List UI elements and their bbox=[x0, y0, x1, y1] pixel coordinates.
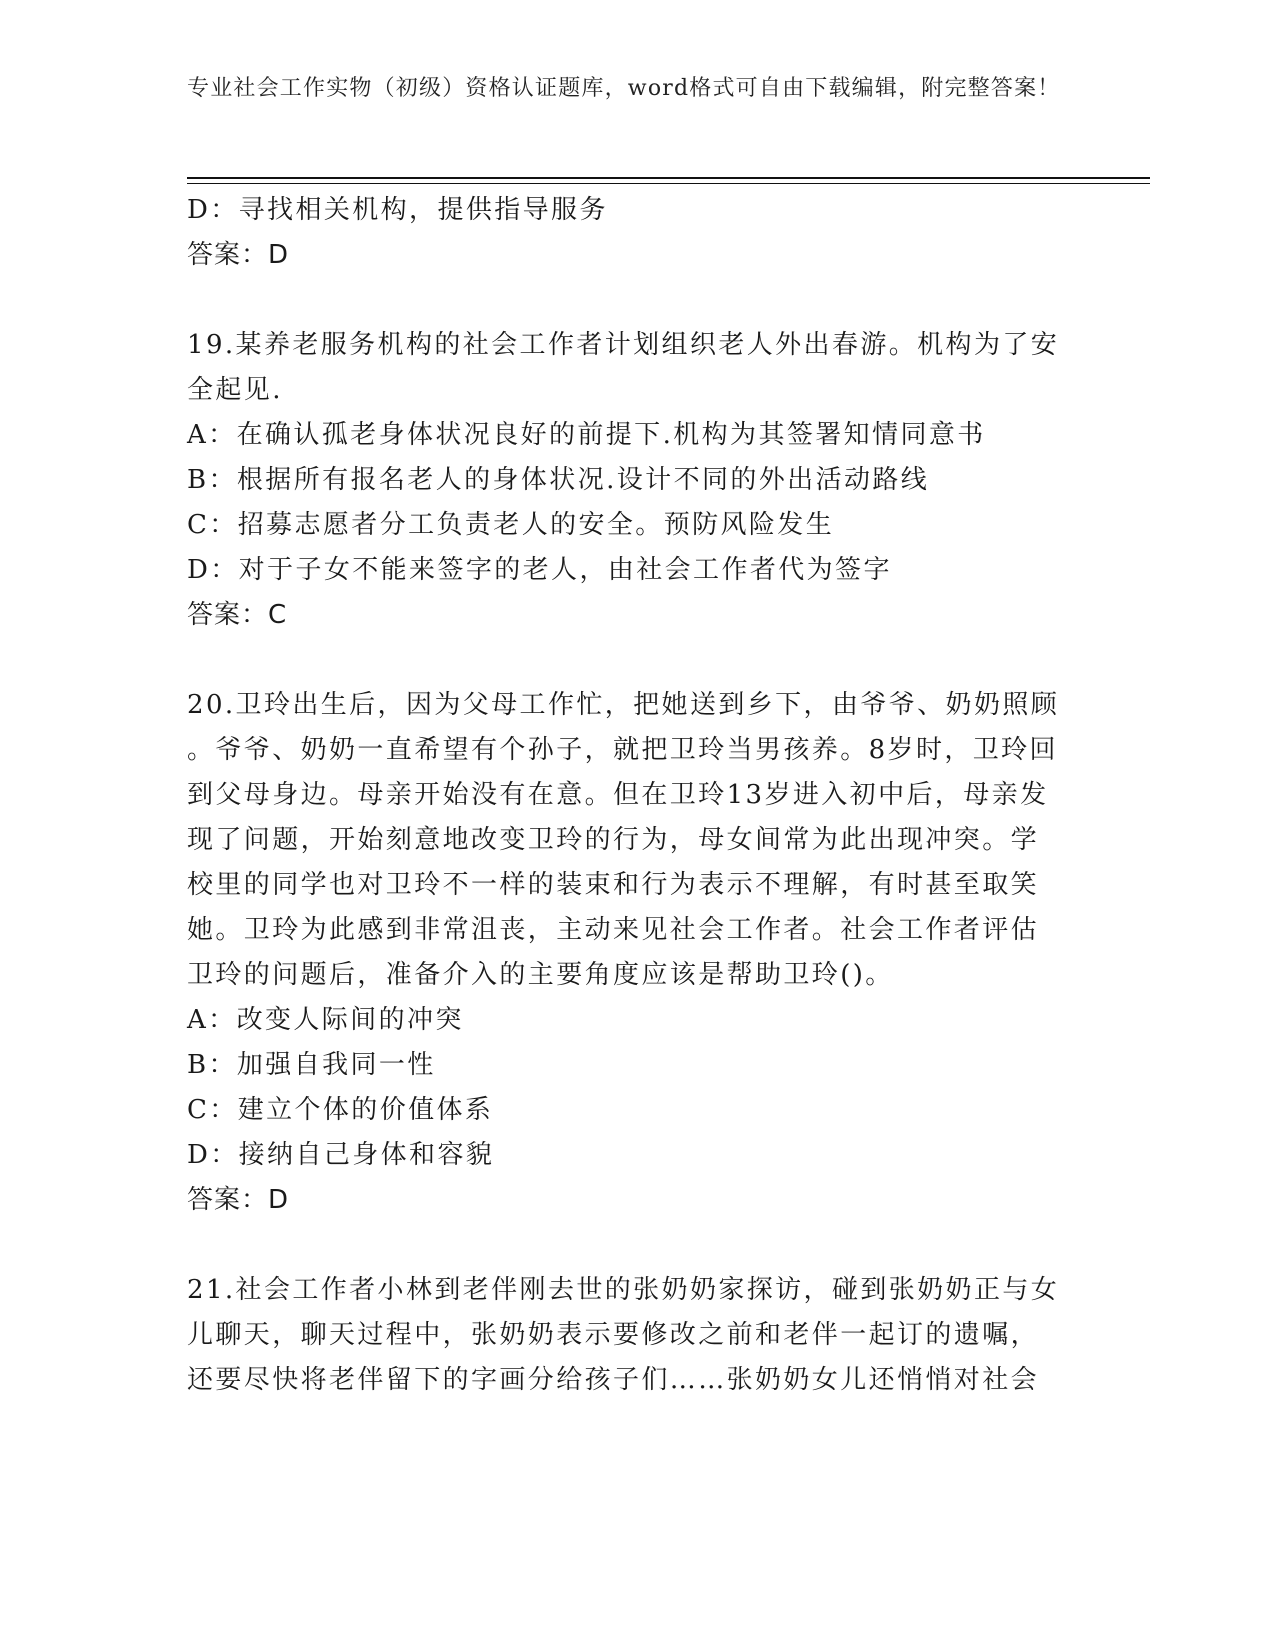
q21-stem-line: 儿聊天，聊天过程中，张奶奶表示要修改之前和老伴一起订的遗嘱， bbox=[187, 1320, 1040, 1350]
q18-answer: 答案：D bbox=[187, 240, 290, 270]
q19-stem-line: 19.某养老服务机构的社会工作者计划组织老人外出春游。机构为了安 bbox=[187, 330, 1060, 360]
q19-option-d: D：对于子女不能来签字的老人，由社会工作者代为签字 bbox=[187, 555, 892, 585]
q20-stem-line: 到父母身边。母亲开始没有在意。但在卫玲13岁进入初中后，母亲发 bbox=[187, 780, 1049, 810]
q21-stem-line: 还要尽快将老伴留下的字画分给孩子们……张奶奶女儿还悄悄对社会 bbox=[187, 1365, 1040, 1395]
question-20 bbox=[187, 683, 1087, 1223]
q20-option-c: C：建立个体的价值体系 bbox=[187, 1095, 494, 1125]
q20-option-a: A：改变人际间的冲突 bbox=[187, 1005, 464, 1035]
question-18-tail bbox=[187, 188, 1087, 278]
q19-stem-line: 全起见. bbox=[187, 375, 283, 405]
document-body bbox=[187, 188, 1087, 1403]
q19-answer: 答案：C bbox=[187, 600, 288, 630]
q20-option-b: B：加强自我同一性 bbox=[187, 1050, 436, 1080]
q20-stem-line: 。爷爷、奶奶一直希望有个孙子，就把卫玲当男孩养。8岁时，卫玲回 bbox=[187, 735, 1058, 765]
header-divider-thin bbox=[187, 183, 1150, 184]
q20-stem-line: 现了问题，开始刻意地改变卫玲的行为，母女间常为此出现冲突。学 bbox=[187, 825, 1040, 855]
q20-answer: 答案：D bbox=[187, 1185, 290, 1215]
q18-option-d: D：寻找相关机构，提供指导服务 bbox=[187, 195, 608, 225]
q20-stem-line: 她。卫玲为此感到非常沮丧，主动来见社会工作者。社会工作者评估 bbox=[187, 915, 1040, 945]
question-21 bbox=[187, 1268, 1087, 1403]
q19-option-a: A：在确认孤老身体状况良好的前提下.机构为其签署知情同意书 bbox=[187, 420, 986, 450]
q20-stem-line: 20.卫玲出生后，因为父母工作忙，把她送到乡下，由爷爷、奶奶照顾 bbox=[187, 690, 1060, 720]
q20-stem-line: 卫玲的问题后，准备介入的主要角度应该是帮助卫玲()。 bbox=[187, 960, 894, 990]
q20-option-d: D：接纳自己身体和容貌 bbox=[187, 1140, 495, 1170]
header-divider-thick bbox=[187, 177, 1150, 179]
page-header bbox=[187, 72, 1077, 105]
q19-option-c: C：招募志愿者分工负责老人的安全。预防风险发生 bbox=[187, 510, 835, 540]
q21-stem-line: 21.社会工作者小林到老伴刚去世的张奶奶家探访，碰到张奶奶正与女 bbox=[187, 1275, 1060, 1305]
q19-option-b: B：根据所有报名老人的身体状况.设计不同的外出活动路线 bbox=[187, 465, 930, 495]
question-19 bbox=[187, 323, 1087, 638]
q20-stem-line: 校里的同学也对卫玲不一样的装束和行为表示不理解，有时甚至取笑 bbox=[187, 870, 1040, 900]
header-text: 专业社会工作实物（初级）资格认证题库，word格式可自由下载编辑，附完整答案！ bbox=[187, 76, 1061, 101]
